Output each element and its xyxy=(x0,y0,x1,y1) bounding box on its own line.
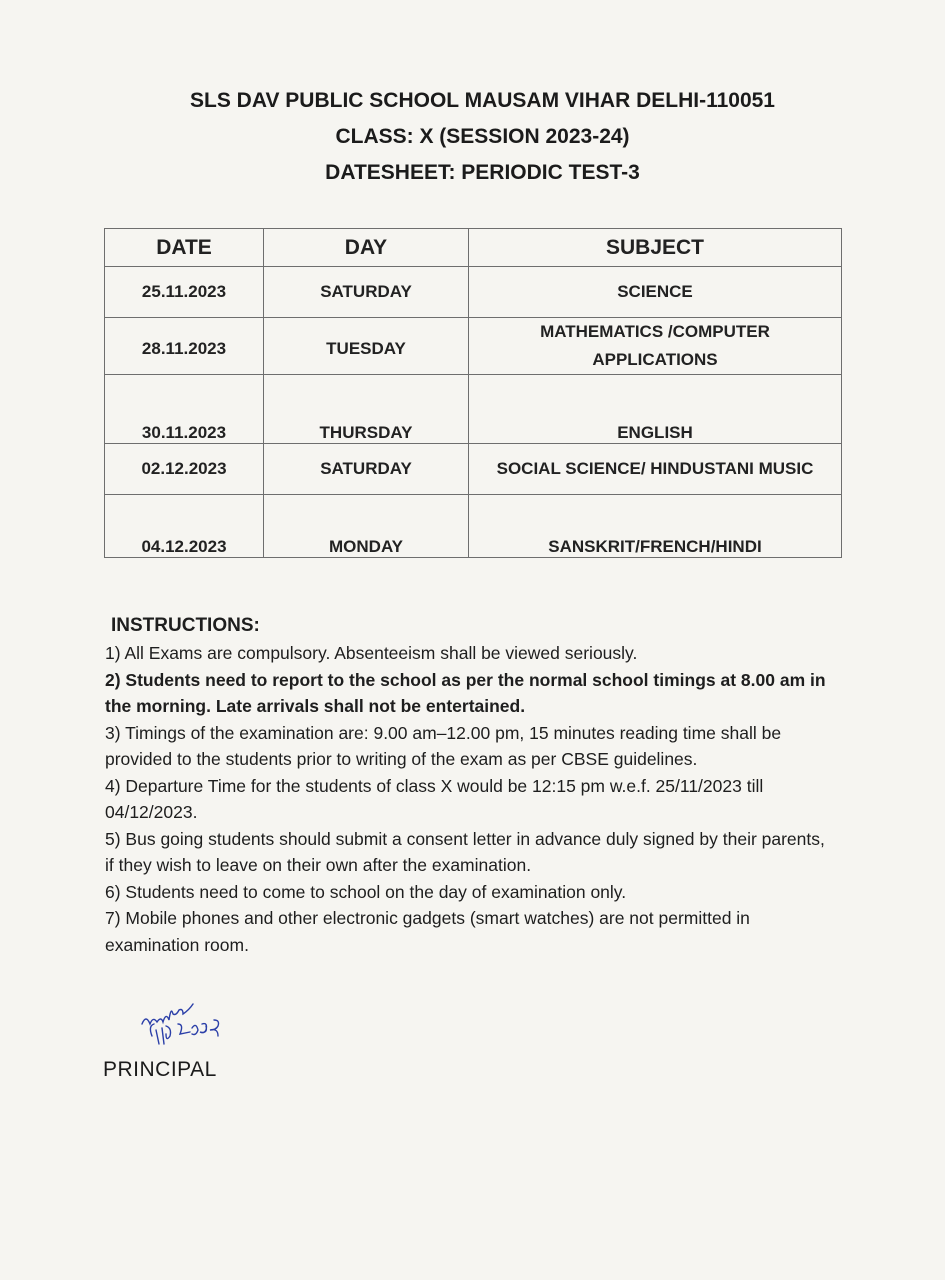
table-row xyxy=(105,444,842,495)
principal-label: PRINCIPAL xyxy=(103,1058,217,1081)
instruction-item: 6) Students need to come to school on the day of examination only. xyxy=(105,881,627,902)
school-name: SLS DAV PUBLIC SCHOOL MAUSAM VIHAR DELHI-110051 xyxy=(190,89,775,112)
row-subject xyxy=(469,318,842,375)
table-row xyxy=(105,267,842,318)
row-date: 25.11.2023 xyxy=(105,267,264,318)
row-subject-line: MATHEMATICS /COMPUTER xyxy=(540,322,770,341)
header-day: DAY xyxy=(264,229,469,267)
row-subject: SANSKRIT/FRENCH/HINDI xyxy=(469,495,842,558)
row-subject: SOCIAL SCIENCE/ HINDUSTANI MUSIC xyxy=(469,444,842,495)
principal-signature xyxy=(138,998,248,1054)
table-row xyxy=(105,318,842,375)
table-header-row xyxy=(105,229,842,267)
row-day: SATURDAY xyxy=(264,267,469,318)
datesheet-title: DATESHEET: PERIODIC TEST-3 xyxy=(325,161,640,184)
instruction-item: 5) Bus going students should submit a consent letter in advance duly signed by their parents, if they wish to leave on their own after the examination. xyxy=(105,828,825,875)
row-date: 02.12.2023 xyxy=(105,444,264,495)
row-date: 30.11.2023 xyxy=(105,375,264,444)
header-subject: SUBJECT xyxy=(469,229,842,267)
instruction-item: 7) Mobile phones and other electronic gadgets (smart watches) are not permitted in examination room. xyxy=(105,908,750,955)
class-session: CLASS: X (SESSION 2023-24) xyxy=(335,125,630,148)
datesheet-table xyxy=(104,228,842,558)
signature-strokes xyxy=(142,1004,219,1044)
instructions-title: INSTRUCTIONS: xyxy=(111,615,260,636)
table-row xyxy=(105,495,842,558)
instructions-section xyxy=(105,612,835,958)
row-day: THURSDAY xyxy=(264,375,469,444)
table-row xyxy=(105,375,842,444)
instruction-item: 2) Students need to report to the school as per the normal school timings at 8.00 am in the morning. Late arrivals shall not be entertained. xyxy=(105,669,826,716)
row-subject: SCIENCE xyxy=(469,267,842,318)
instruction-item: 3) Timings of the examination are: 9.00 am–12.00 pm, 15 minutes reading time shall be provided to the students prior to writing of the exam as per CBSE guidelines. xyxy=(105,722,782,769)
row-date: 04.12.2023 xyxy=(105,495,264,558)
row-day: TUESDAY xyxy=(264,318,469,375)
document-header xyxy=(0,86,945,194)
row-day: SATURDAY xyxy=(264,444,469,495)
row-subject: ENGLISH xyxy=(469,375,842,444)
row-day: MONDAY xyxy=(264,495,469,558)
instruction-item: 1) All Exams are compulsory. Absenteeism shall be viewed seriously. xyxy=(105,643,638,663)
row-subject-line: APPLICATIONS xyxy=(592,350,718,369)
instruction-item: 4) Departure Time for the students of class X would be 12:15 pm w.e.f. 25/11/2023 till 04/12/2023. xyxy=(105,775,764,822)
row-date: 28.11.2023 xyxy=(105,318,264,375)
header-date: DATE xyxy=(105,229,264,267)
